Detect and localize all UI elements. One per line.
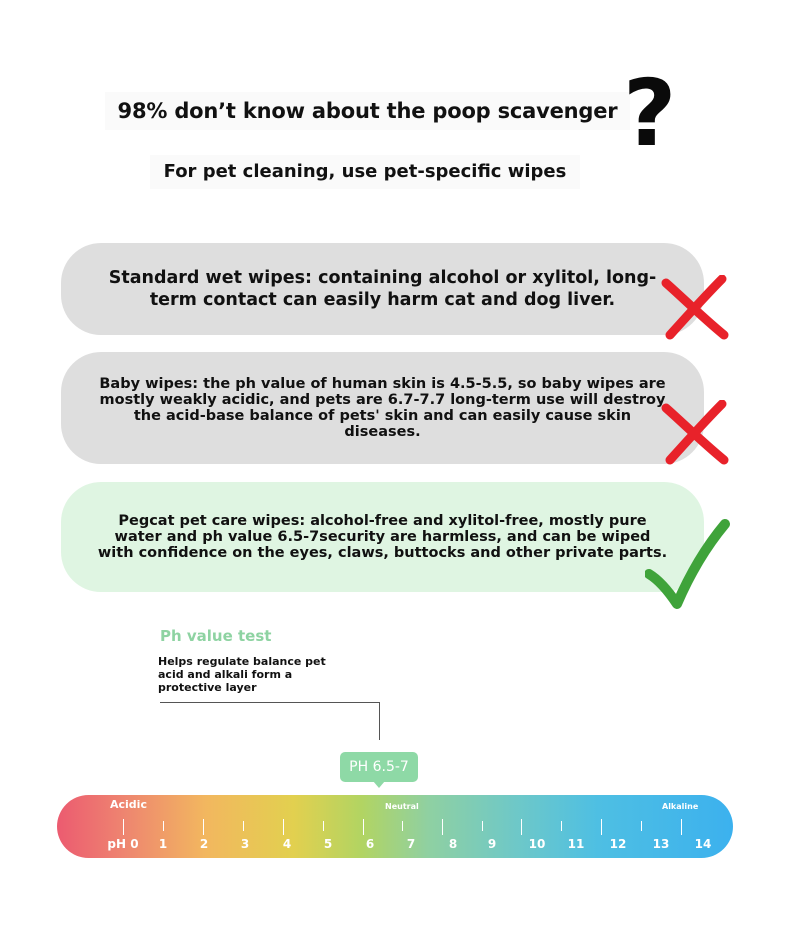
ph-tick-mark <box>442 819 443 835</box>
ph-tick-label: pH 0 <box>107 837 139 851</box>
ph-tick-label: 13 <box>652 837 670 851</box>
subheadline: For pet cleaning, use pet-specific wipes <box>150 155 580 189</box>
ph-tick-label: 10 <box>528 837 546 851</box>
ph-tick-mark <box>681 819 682 835</box>
card-baby-wipes <box>61 352 704 464</box>
ph-tick-mark <box>482 821 483 831</box>
ph-tick-mark <box>163 821 164 831</box>
ph-tick-label: 5 <box>323 837 333 851</box>
ph-tick-label: 11 <box>567 837 585 851</box>
ph-tick-mark <box>243 821 244 831</box>
ph-tick-label: 8 <box>448 837 458 851</box>
neutral-label: Neutral <box>385 802 419 811</box>
question-mark-icon: ? <box>623 60 677 167</box>
acidic-label: Acidic <box>110 798 147 811</box>
ph-tick-label: 1 <box>158 837 168 851</box>
ph-tick-label: 6 <box>365 837 375 851</box>
ph-tick-label: 14 <box>694 837 712 851</box>
ph-tick-label: 4 <box>282 837 292 851</box>
ph-tick-mark <box>363 819 364 835</box>
ph-tick-mark <box>521 819 522 835</box>
ph-marker-label: PH 6.5-7 <box>340 752 418 782</box>
ph-section-title: Ph value test <box>160 627 272 645</box>
alkaline-label: Alkaline <box>662 802 699 811</box>
ph-tick-label: 2 <box>199 837 209 851</box>
ph-tick-mark <box>641 821 642 831</box>
ph-tick-mark <box>123 819 124 835</box>
card-text: Baby wipes: the ph value of human skin is 4.5-5.5, so baby wipes are mostly weakly acidic, and pets are 6.7-7.7 long-term use will destroy the acid-base balance of pets' skin and can easily cause skin diseases. <box>99 376 666 440</box>
ph-tick-label: 7 <box>406 837 416 851</box>
ph-tick-label: 3 <box>240 837 250 851</box>
ph-tick-mark <box>323 821 324 831</box>
headline: 98% don’t know about the poop scavenger <box>105 92 630 130</box>
card-text: Standard wet wipes: containing alcohol or xylitol, long-term contact can easily harm cat and dog liver. <box>108 268 657 310</box>
check-icon <box>645 518 730 610</box>
cross-icon <box>660 275 730 341</box>
ph-tick-mark <box>203 819 204 835</box>
ph-section-description: Helps regulate balance pet acid and alkali form a protective layer <box>158 655 326 694</box>
card-text: Pegcat pet care wipes: alcohol-free and xylitol-free, mostly pure water and ph value 6.5-7security are harmless, and can be wiped with confidence on the eyes, claws, buttocks and other private parts. <box>97 513 668 561</box>
ph-tick-mark <box>402 821 403 831</box>
ph-tick-mark <box>601 819 602 835</box>
card-pegcat-wipes <box>61 482 704 592</box>
leader-line <box>160 702 382 742</box>
ph-marker-pointer <box>373 781 385 788</box>
ph-tick-mark <box>283 819 284 835</box>
card-standard-wipes <box>61 243 704 335</box>
cross-icon <box>660 400 730 466</box>
ph-tick-label: 12 <box>609 837 627 851</box>
ph-tick-mark <box>561 821 562 831</box>
ph-tick-label: 9 <box>487 837 497 851</box>
